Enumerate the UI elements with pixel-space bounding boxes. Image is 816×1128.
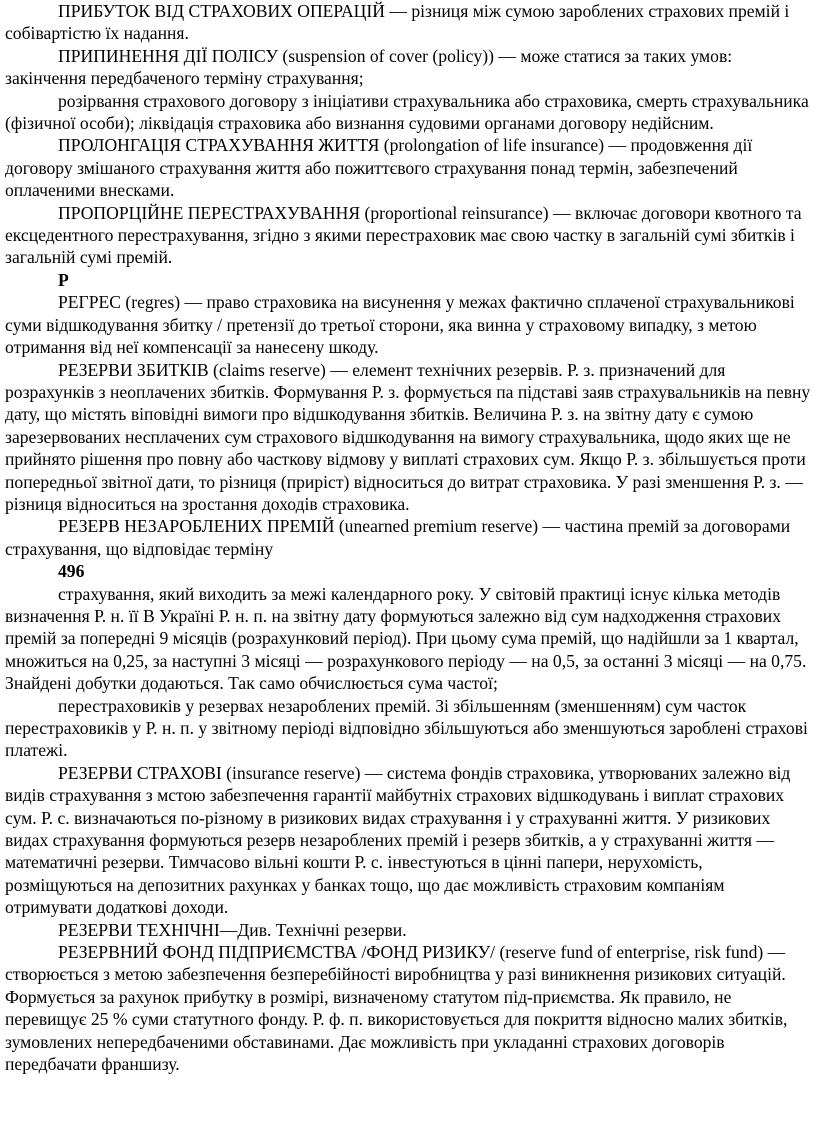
entry-prolongatsiia: ПРОЛОНГАЦІЯ СТРАХУВАННЯ ЖИТТЯ (prolongation of life insurance) — продовження дії договору змішаного страхування життя або пожиттєвого страхування понад термін, забезпечений оплаченими внесками. — [5, 135, 753, 201]
entry-rezerv-nezaroblenykh: РЕЗЕРВ НЕЗАРОБЛЕНИХ ПРЕМІЙ (unearned premium reserve) — частина премій за договорами страхування, що відповідає терміну — [5, 516, 791, 559]
section-letter: Р — [58, 269, 69, 290]
entry-rezervy-strakhovi: РЕЗЕРВИ СТРАХОВІ (insurance reserve) — система фондів страховика, утворюваних залежно від видів страхування з мстою забезпечення гарантії майбутніх страхових відшкодувань і виплат страхових сум. Р. с. визначаються по-різному в ризикових видах страхування і у страхуванні життя. У ризикових видах страхування формуються резерв незароблених премій і резерв збитків, а у страхуванні життя — математичні резерви. Тимчасово вільні кошти Р. с. інвестуються в цінні папери, нерухомість, розміщуються на депозитних рахунках у банках тощо, що дає можливість страховим компаніям отримувати додаткові доходи. — [5, 762, 791, 918]
entry-prypynennia-cont: розірвання страхового договору з ініціативи страхувальника або страховика, смерть страхувальника (фізичної особи); ліквідація страховика або визнання судовими органами договору недійсним. — [5, 90, 809, 134]
entry-rezervy-zbytkiv: РЕЗЕРВИ ЗБИТКІВ (claims reserve) — елемент технічних резервів. Р. з. призначений для розрахунків з неоплачених збитків. Формування Р. з. формується па підставі заяв страхувальників на певну дату, що містять віповідні вимоги про відшкодування збитків. Величина Р. з. на звітну дату є сумою зарезервованих несплачених сум страхового відшкодування на вимогу страхувальника, щодо яких ще не прийнято рішення про повну або часткову відмову у виплаті страхових сум. Якщо Р. з. збільшується проти попередньої звітної дати, то різниця (приріст) відноситься до витрат страховика. У разі зменшення Р. з. — різниця відноситься на зростання доходів страховика. — [5, 359, 811, 514]
entry-rehres: РЕГРЕС (regres) — право страховика на висунення у межах фактично сплаченої страхувальникові суми відшкодування збитку / претензії до третьої сторони, яка винна у страховому випадку, з метою отримання від неї компенсації за нанесену шкоду. — [5, 292, 795, 358]
page-number: 496 — [58, 561, 85, 582]
entry-rezervy-tekhnichni: РЕЗЕРВИ ТЕХНІЧНІ—Див. Технічні резерви. — [58, 919, 407, 940]
entry-pributok: ПРИБУТОК ВІД СТРАХОВИХ ОПЕРАЦІЙ — різниця між сумою зароблених страхових премій і собівартістю їх надання. — [5, 1, 790, 44]
entry-prypynennia: ПРИПИНЕННЯ ДІЇ ПОЛІСУ (suspension of cover (policy)) — може статися за таких умов: закінчення передбаченого терміну страхування; — [5, 45, 733, 89]
entry-perestrakhovykiv: перестраховиків у резервах незароблених премій. Зі збільшенням (зменшенням) сум часток перестраховиків у Р. н. п. у звітному періоді відповідно збільшуються або зменшуються зароблені страхові платежі. — [5, 695, 808, 761]
entry-rezervnyi-fond: РЕЗЕРВНИЙ ФОНД ПІДПРИЄМСТВА /ФОНД РИЗИКУ/ (reserve fund of enterprise, risk fund) — створюється з метою забезпечення безперебійності виробництва у разі виникнення ризикових ситуацій. Формується за рахунок прибутку в розмірі, визначеному статутом під-приємства. Як правило, не перевищує 25 % суми статутного фонду. Р. ф. п. використовується для покриття відносно малих збитків, зумовлених непередбаченими обставинами. Дає можливість при укладанні страхових договорів передбачати франшизу. — [5, 942, 788, 1075]
entry-rezerv-nezaroblenykh-cont: страхування, який виходить за межі календарного року. У світовій практиці існує кілька методів визначення Р. н. її В Україні Р. н. п. на звітну дату формуються залежно від сум надходження страхових премій за попередні 9 місяців (розрахунковий період). При цьому сума премій, що надійшли за 1 квартал, множиться на 0,25, за наступні 3 місяці — розрахункового періоду — на 0,5, за останні 3 місяці — на 0,75. Знайдені добутки додаються. Так само обчислюється сума частої; — [5, 583, 807, 694]
entry-proportsiine: ПРОПОРЦІЙНЕ ПЕРЕСТРАХУВАННЯ (proportional reinsurance) — включає договори квотного та ексцедентного перестрахування, згідно з якими перестраховик має свою частку в загальній сумі збитків і загальній сумі премій. — [5, 202, 802, 268]
